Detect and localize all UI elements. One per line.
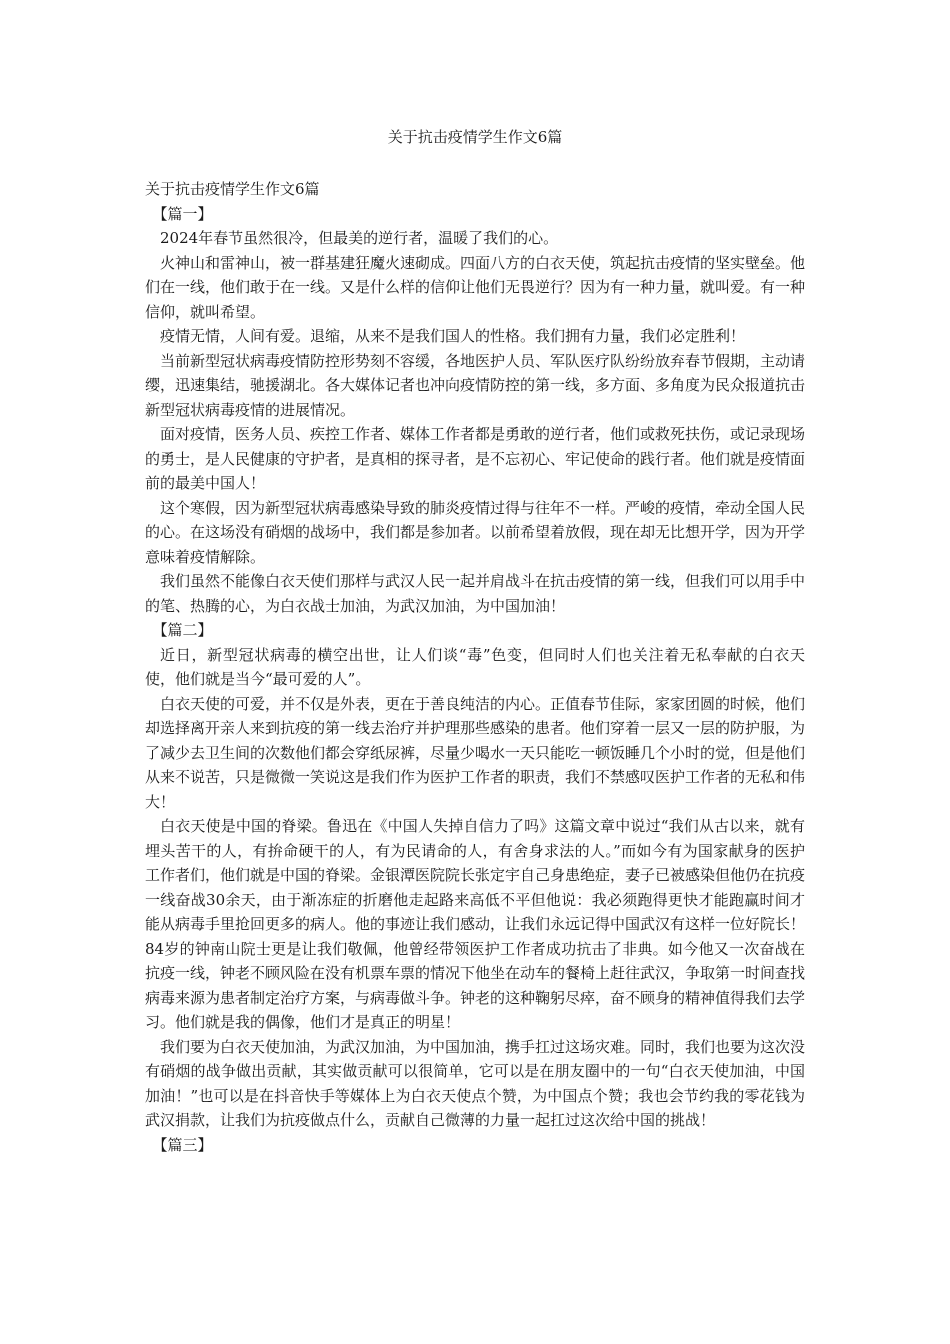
paragraph: 近日，新型冠状病毒的横空出世，让人们谈“毒”色变，但同时人们也关注着无私奉献的白衣天使，他们就是当今“最可爱的人”。 [145,645,805,688]
paragraph: 我们虽然不能像白衣天使们那样与武汉人民一起并肩战斗在抗击疫情的第一线，但我们可以用手中的笔、热腾的心，为白衣战士加油，为武汉加油，为中国加油！ [145,572,806,615]
document-body [145,177,805,1157]
paragraph: 白衣天使是中国的脊梁。鲁迅在《中国人失掉自信力了吗》这篇文章中说过“我们从古以来，就有埋头苦干的人，有拚命硬干的人，有为民请命的人，有舍身求法的人。”而如今有为国家献身的医护工作者们，他们就是中国的脊梁。金银潭医院院长张定宇自己身患绝症，妻子已被感染但他仍在抗疫一线奋战30余天，由于渐冻症的折磨他走起路来高低不平但他说：我必须跑得更快才能跑赢时间才能从病毒手里抢回更多的病人。他的事迹让我们感动，让我们永远记得中国武汉有这样一位好院长！84岁的钟南山院士更是让我们敬佩，他曾经带领医护工作者成功抗击了非典。如今他又一次奋战在抗疫一线，钟老不顾风险在没有机票车票的情况下他坐在动车的餐椅上赶往武汉，争取第一时间查找病毒来源为患者制定治疗方案，与病毒做斗争。钟老的这种鞠躬尽瘁，奋不顾身的精神值得我们去学习。他们就是我的偶像，他们才是真正的明星！ [145,817,806,1031]
paragraph: 2024年春节虽然很冷，但最美的逆行者，温暖了我们的心。 [160,229,559,247]
paragraph: 这个寒假，因为新型冠状病毒感染导致的肺炎疫情过得与往年不一样。严峻的疫情，牵动全国人民的心。在这场没有硝烟的战场中，我们都是参加者。以前希望着放假，现在却无比想开学，因为开学意味着疫情解除。 [145,498,806,566]
paragraph: 白衣天使的可爱，并不仅是外表，更在于善良纯洁的内心。正值春节佳际，家家团圆的时候，他们却选择离开亲人来到抗疫的第一线去治疗并护理那些感染的患者。他们穿着一层又一层的防护服，为了减少去卫生间的次数他们都会穿纸尿裤，尽量少喝水一天只能吃一顿饭睡几个小时的觉，但是他们从来不说苦，只是微微一笑说这是我们作为医护工作者的职责，我们不禁感叹医护工作者的无私和伟大！ [145,694,806,811]
document-subtitle: 关于抗击疫情学生作文6篇 [145,180,320,198]
paragraph: 面对疫情，医务人员、疾控工作者、媒体工作者都是勇敢的逆行者，他们或救死扶伤，或记录现场的勇士，是人民健康的守护者，是真相的探寻者，是不忘初心、牢记使命的践行者。他们就是疫情面前的最美中国人！ [145,425,806,492]
paragraph: 我们要为白衣天使加油，为武汉加油，为中国加油，携手扛过这场灾难。同时，我们也要为这次没有硝烟的战争做出贡献，其实做贡献可以很简单，它可以是在朋友圈中的一句“白衣天使加油，中国加油！”也可以是在抖音快手等媒体上为白衣天使点个赞，为中国点个赞；我也会节约我的零花钱为武汉捐款，让我们为抗疫做点什么，贡献自己微薄的力量一起扛过这次给中国的挑战！ [145,1037,806,1129]
document-title: 关于抗击疫情学生作文6篇 [387,128,563,146]
paragraph: 当前新型冠状病毒疫情防控形势刻不容缓，各地医护人员、军队医疗队纷纷放弃春节假期，主动请缨，迅速集结，驰援湖北。各大媒体记者也冲向疫情防控的第一线，多方面、多角度为民众报道抗击新型冠状病毒疫情的进展情况。 [145,351,806,419]
paragraph: 疫情无情，人间有爱。退缩，从来不是我们国人的性格。我们拥有力量，我们必定胜利！ [160,327,746,345]
section-heading: 【篇三】 [152,1135,213,1154]
section-heading: 【篇一】 [152,204,213,223]
paragraph: 火神山和雷神山，被一群基建狂魔火速砌成。四面八方的白衣天使，筑起抗击疫情的坚实壁垒。他们在一线，他们敢于在一线。又是什么样的信仰让他们无畏逆行？因为有一种力量，就叫爱。有一种信仰，就叫希望。 [145,253,806,321]
section-heading: 【篇二】 [152,621,213,639]
